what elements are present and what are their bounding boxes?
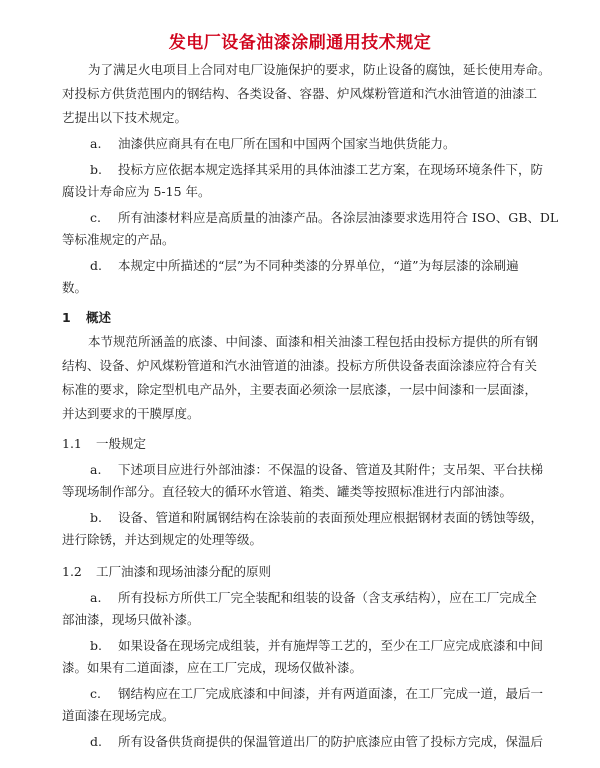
intro-item-c-cont: 等标准规定的产品。 (62, 232, 175, 247)
section-1-1-heading (62, 436, 146, 452)
item-label: d. (90, 734, 102, 749)
intro-item-b-cont: 腐设计寿命应为 5-15 年。 (62, 184, 211, 199)
document-title: 发电厂设备油漆涂刷通用技术规定 (168, 33, 432, 53)
intro-line-2: 对投标方供货范围内的钢结构、各类设备、容器、炉风煤粉管道和汽水油管道的油漆工 (62, 86, 538, 101)
section-1-1-item-b (90, 510, 543, 526)
item-text: 油漆供应商具有在电厂所在国和中国两个国家当地供货能力。 (118, 136, 456, 151)
item-text: 投标方应依据本规定选择其采用的具体油漆工艺方案，在现场环境条件下，防 (118, 162, 544, 177)
intro-item-d-cont: 数。 (62, 280, 88, 295)
section-title: 工厂油漆和现场油漆分配的原则 (96, 564, 272, 579)
intro-item-d (90, 258, 519, 274)
section-1-line-1: 本节规范所涵盖的底漆、中间漆、面漆和相关油漆工程包括由投标方提供的所有钢 (88, 334, 539, 349)
section-1-2-item-c-cont: 道面漆在现场完成。 (62, 708, 175, 723)
section-1-2-item-b-cont: 漆。如果有二道面漆，应在工厂完成，现场仅做补漆。 (62, 660, 363, 675)
section-1-1-item-b-cont: 进行除锈，并达到规定的处理等级。 (62, 532, 263, 547)
intro-line-3: 艺提出以下技术规定。 (62, 110, 188, 125)
intro-line-1: 为了满足火电项目上合同对电厂设施保护的要求，防止设备的腐蚀，延长使用寿命。 (88, 62, 551, 77)
section-title: 概述 (86, 310, 112, 325)
section-1-2-item-a (90, 590, 537, 606)
intro-item-b (90, 162, 543, 178)
section-title: 一般规定 (96, 436, 147, 451)
section-1-2-item-d (90, 734, 543, 750)
item-text: 所有油漆材料应是高质量的油漆产品。各涂层油漆要求选用符合 ISO、GB、DL (118, 210, 559, 225)
section-number: 1.2 (62, 564, 82, 579)
item-label: b. (90, 638, 102, 653)
item-text: 设备、管道和附属钢结构在涂装前的表面预处理应根据钢材表面的锈蚀等级， (118, 510, 544, 525)
item-text: 如果设备在现场完成组装，并有施焊等工艺的，至少在工厂应完成底漆和中间 (118, 638, 544, 653)
item-text: 下述项目应进行外部油漆：不保温的设备、管道及其附件；支吊架、平台扶梯 (118, 462, 544, 477)
item-label: c. (90, 686, 101, 701)
section-1-line-3: 标准的要求，除定型机电产品外，主要表面必须涂一层底漆，一层中间漆和一层面漆， (62, 382, 538, 397)
item-label: a. (90, 590, 102, 605)
section-1-1-item-a-cont: 等现场制作部分。直径较大的循环水管道、箱类、罐类等按照标准进行内部油漆。 (62, 484, 513, 499)
item-text: 钢结构应在工厂完成底漆和中间漆，并有两道面漆，在工厂完成一道，最后一 (118, 686, 544, 701)
section-1-1-item-a (90, 462, 543, 478)
section-1-2-heading (62, 564, 271, 580)
section-number: 1.1 (62, 436, 82, 451)
item-label: c. (90, 210, 101, 225)
section-number: 1 (62, 310, 71, 325)
intro-item-a (90, 136, 456, 152)
section-1-line-2: 结构、设备、炉风煤粉管道和汽水油管道的油漆。投标方所供设备表面涂漆应符合有关 (62, 358, 538, 373)
item-text: 所有设备供货商提供的保温管道出厂的防护底漆应由管了投标方完成，保温后 (118, 734, 544, 749)
section-1-2-item-a-cont: 部油漆，现场只做补漆。 (62, 612, 200, 627)
item-label: b. (90, 510, 102, 525)
item-text: 所有投标方所供工厂完全装配和组装的设备（含支承结构），应在工厂完成全 (118, 590, 537, 605)
item-text: 本规定中所描述的“层”为不同种类漆的分界单位，“道”为每层漆的涂刷遍 (118, 258, 519, 273)
section-1-line-4: 并达到要求的干膜厚度。 (62, 406, 200, 421)
item-label: a. (90, 462, 102, 477)
item-label: b. (90, 162, 102, 177)
item-label: d. (90, 258, 102, 273)
section-1-heading (62, 310, 111, 326)
section-1-2-item-c (90, 686, 543, 702)
item-label: a. (90, 136, 102, 151)
section-1-2-item-b (90, 638, 543, 654)
intro-item-c (90, 210, 558, 226)
